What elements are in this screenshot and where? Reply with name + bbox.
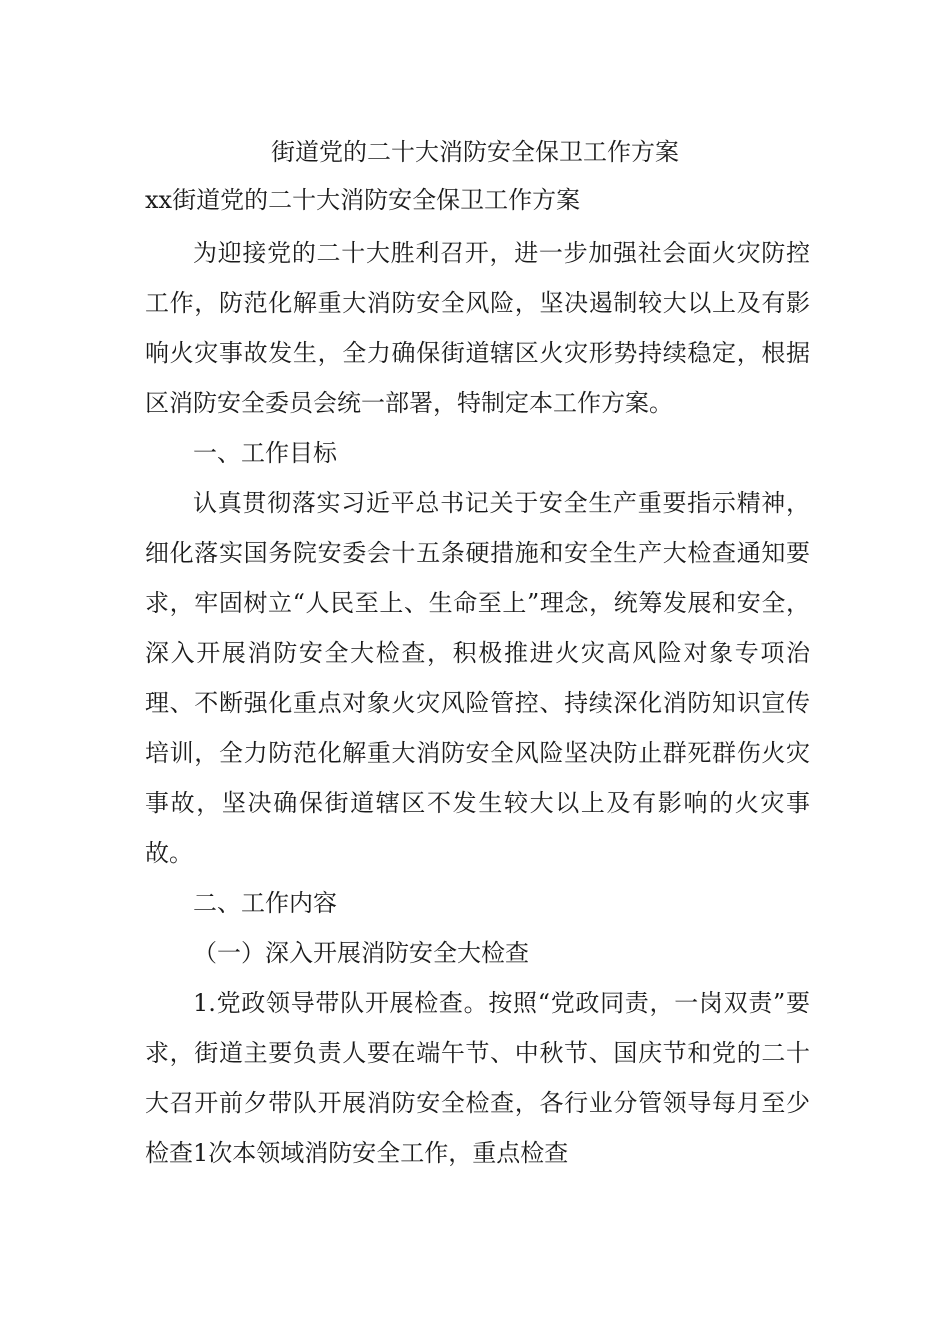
goals-paragraph: 认真贯彻落实习近平总书记关于安全生产重要指示精神，细化落实国务院安委会十五条硬措施和安全生产大检查通知要求，牢固树立“人民至上、生命至上”理念，统筹发展和安全，深入开展消防安全大检查，积极推进火灾高风险对象专项治理、不断强化重点对象火灾风险管控、持续深化消防知识宣传培训，全力防范化解重大消防安全风险坚决防止群死群伤火灾事故，坚决确保街道辖区不发生较大以上及有影响的火灾事故。	[145, 489, 810, 867]
document-subtitle: xx街道党的二十大消防安全保卫工作方案	[145, 186, 581, 214]
intro-paragraph: 为迎接党的二十大胜利召开，进一步加强社会面火灾防控工作，防范化解重大消防安全风险，坚决遏制较大以上及有影响火灾事故发生，全力确保街道辖区火灾形势持续稳定，根据区消防安全委员会统一部署，特制定本工作方案。	[145, 239, 810, 417]
section-heading-content: 二、工作内容	[193, 889, 337, 917]
document-body	[145, 228, 810, 1178]
section-heading-goals: 一、工作目标	[193, 439, 337, 467]
document-title: 街道党的二十大消防安全保卫工作方案	[271, 138, 679, 166]
inspection-paragraph: 1.党政领导带队开展检查。按照“党政同责，一岗双责”要求，街道主要负责人要在端午节、中秋节、国庆节和党的二十大召开前夕带队开展消防安全检查，各行业分管领导每月至少检查1次本领域消防安全工作，重点检查	[145, 989, 810, 1167]
subsection-heading-inspection: （一）深入开展消防安全大检查	[193, 939, 529, 967]
